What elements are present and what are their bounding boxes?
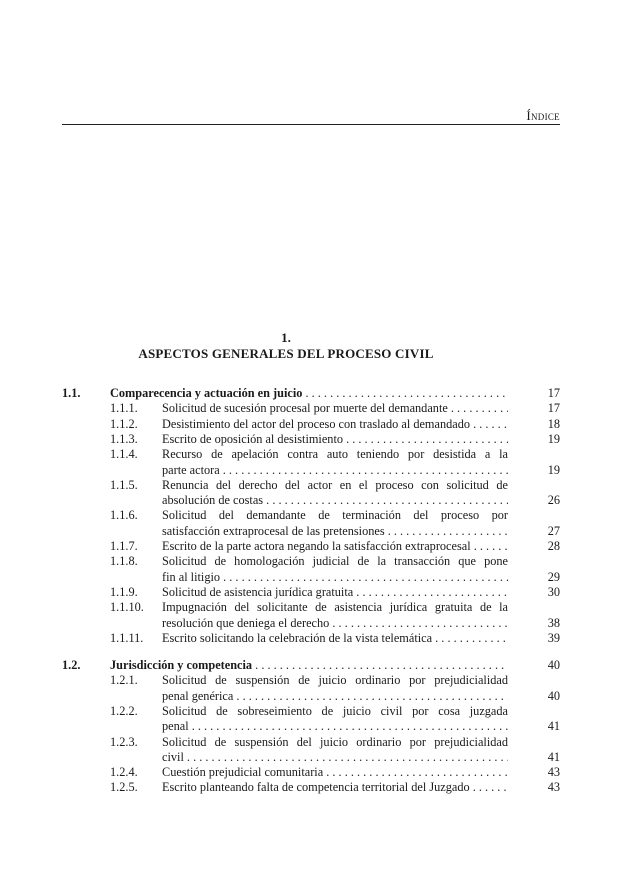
toc-item-page: 29 [547,569,560,584]
toc-item-row [0,447,622,462]
toc-item-row [0,463,622,478]
toc-item-number: 1.1.5. [110,477,138,492]
toc-item-row [0,750,622,765]
toc-item-number: 1.1.7. [110,539,138,553]
toc-item-row [0,570,622,585]
toc-item-title-line: Impugnación del solicitante de asistencia jurídica gratuita de la [162,600,508,615]
toc-item-title-line: Escrito solicitando la celebración de la vista telemática . . . [162,631,508,646]
toc-item-number: 1.1.11. [110,630,144,645]
toc-item-page: 17 [547,401,560,416]
toc-item-number: 1.1.1. [110,401,138,416]
toc-item-row [0,401,622,416]
toc-item-row [0,432,622,447]
toc-item-row [0,704,622,719]
toc-item-number: 1.1.9. [110,584,138,599]
toc-item-title-line: Solicitud de suspensión de juicio ordinario por prejudicialidad [162,673,508,688]
toc-item-title-line: Solicitud del demandante de terminación del proceso por [162,508,508,523]
toc-item-title-line: Recurso de apelación contra auto teniendo por desistida a la [162,447,508,462]
toc-item-number: 1.2.3. [110,734,138,749]
toc-item-page: 19 [547,462,560,477]
toc-item-row [0,765,622,780]
toc-item-row [0,719,622,734]
toc-item-row [0,508,622,523]
toc-item-page: 38 [547,615,560,630]
toc-item-page: 18 [547,416,560,431]
toc-item-row [0,735,622,750]
toc-item-row [0,600,622,615]
chapter-number: 1. [281,330,291,345]
toc-item-row [0,417,622,432]
header-rule [62,124,560,125]
toc-item-row [0,478,622,493]
toc-item-title-line: Solicitud de suspensión del juicio ordinario por prejudicialidad [162,734,508,749]
toc-item-page: 43 [547,780,560,795]
toc-item-number: 1.1.10. [110,600,144,615]
toc-item-row [0,554,622,569]
toc-item-page: 27 [547,523,560,538]
toc-item-row [0,585,622,600]
running-header: Índice [526,108,560,123]
toc-item-page: 43 [547,765,560,780]
toc-item-title-line: resolución que deniega el derecho . . . [162,616,508,631]
toc-item-row [0,631,622,646]
toc-section-number: 1.1. [62,386,81,400]
toc-item-page: 30 [547,584,560,599]
toc-item-title-line: Renuncia del derecho del actor en el proceso con solicitud de [162,477,508,492]
chapter-title: ASPECTOS GENERALES DEL PROCESO CIVIL [138,346,434,361]
toc-item-page: 41 [547,749,560,764]
toc-item-row [0,673,622,688]
toc-item-title-line: Escrito de la parte actora negando la satisfacción extraprocesal . . . [162,539,508,554]
toc-item-row [0,616,622,631]
toc-item-title-line: satisfacción extraprocesal de las pretensiones . . . [162,524,508,539]
toc-item-title-line: fin al litigio . . . [162,570,508,585]
toc-section-number: 1.2. [62,658,81,672]
toc-item-title-line: Solicitud de asistencia jurídica gratuita . . . [162,585,508,600]
toc-item-row [0,780,622,795]
toc-item-title-line: Solicitud de sobreseimiento de juicio civil por cosa juzgada [162,703,508,718]
toc-section-row [0,658,622,673]
toc-section-page: 40 [547,658,560,672]
toc-item-number: 1.2.1. [110,673,138,688]
toc-item-title-line: parte actora . . . [162,463,508,478]
toc-item-title-line: Solicitud de homologación judicial de la transacción que pone [162,554,508,569]
toc-item-page: 28 [547,539,560,553]
toc-section-page: 17 [547,386,560,400]
toc-item-number: 1.1.8. [110,554,138,569]
toc-item-title-line: penal genérica . . . [162,689,508,704]
toc-item-title-line: Escrito de oposición al desistimiento . . . [162,432,508,447]
toc-item-title-line: Solicitud de sucesión procesal por muerte del demandante . . . [162,401,508,416]
toc-item-row [0,524,622,539]
toc-item-number: 1.1.6. [110,508,138,523]
toc-item-title-line: penal . . . [162,719,508,734]
toc-item-number: 1.2.4. [110,765,138,780]
toc-item-number: 1.1.2. [110,416,138,431]
toc-section-row [0,386,622,401]
toc-item-title-line: Cuestión prejudicial comunitaria . . . [162,765,508,780]
toc-item-number: 1.2.2. [110,703,138,718]
toc-item-page: 26 [547,493,560,508]
toc-item-row [0,539,622,554]
toc-item-row [0,689,622,704]
toc-item-title-line: civil . . . [162,750,508,765]
toc-item-row [0,493,622,508]
toc-item-title-line: Desistimiento del actor del proceso con traslado al demandado . . . [162,417,508,432]
toc-section-title: Comparecencia y actuación en juicio . . . [110,386,508,401]
toc-item-page: 39 [547,630,560,645]
toc-section-title: Jurisdicción y competencia . . . [110,658,508,673]
toc-item-page: 41 [547,719,560,734]
toc-item-page: 19 [547,431,560,446]
toc-item-number: 1.2.5. [110,780,138,795]
toc-item-title-line: absolución de costas . . . [162,493,508,508]
toc-item-number: 1.1.4. [110,447,138,462]
toc-item-number: 1.1.3. [110,431,138,446]
toc-item-page: 40 [547,688,560,703]
toc-item-title-line: Escrito planteando falta de competencia territorial del Juzgado . . . [162,780,508,795]
